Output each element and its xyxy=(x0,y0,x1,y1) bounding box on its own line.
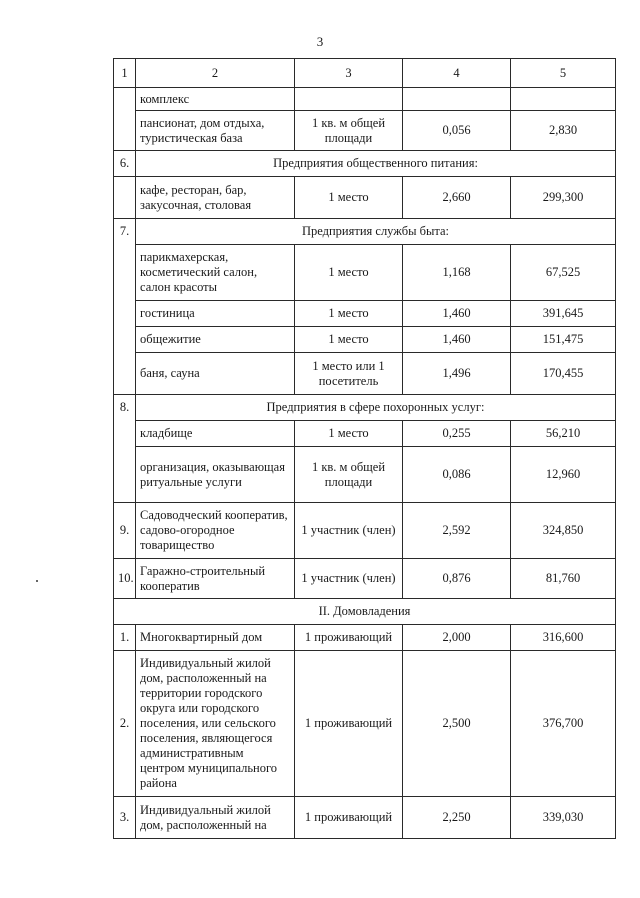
row-unit: 1 место xyxy=(295,421,403,447)
table-row xyxy=(114,447,616,503)
row-name: организация, оказывающая ритуальные услуги xyxy=(136,447,295,503)
section-title: Предприятия общественного питания: xyxy=(136,151,616,177)
row-name: парикмахерская, косметический салон, салон красоты xyxy=(136,245,295,301)
row-unit: 1 место xyxy=(295,301,403,327)
table-row xyxy=(114,177,616,219)
header-cell-3: 3 xyxy=(295,59,403,88)
section-title: Предприятия в сфере похоронных услуг: xyxy=(136,395,616,421)
row-number xyxy=(114,111,136,151)
row-unit: 1 место xyxy=(295,327,403,353)
row-number xyxy=(114,421,136,447)
row-value-4: 0,056 xyxy=(403,111,511,151)
table-row xyxy=(114,88,616,111)
table-row xyxy=(114,111,616,151)
row-value-5: 67,525 xyxy=(511,245,616,301)
row-number xyxy=(114,245,136,301)
row-number xyxy=(114,447,136,503)
row-value-4: 2,660 xyxy=(403,177,511,219)
section-number: 8. xyxy=(114,395,136,421)
row-name: баня, сауна xyxy=(136,353,295,395)
section-number: 7. xyxy=(114,219,136,245)
row-name: Многоквартирный дом xyxy=(136,625,295,651)
row-number xyxy=(114,177,136,219)
table-row xyxy=(114,559,616,599)
row-value-4: 2,500 xyxy=(403,651,511,797)
norms-table xyxy=(113,58,616,839)
table-row xyxy=(114,301,616,327)
row-name: пансионат, дом отдыха, туристическая база xyxy=(136,111,295,151)
row-number xyxy=(114,88,136,111)
header-cell-4: 4 xyxy=(403,59,511,88)
row-number xyxy=(114,301,136,327)
row-name: кладбище xyxy=(136,421,295,447)
row-value-5 xyxy=(511,88,616,111)
row-value-5: 12,960 xyxy=(511,447,616,503)
table-row xyxy=(114,353,616,395)
row-value-5: 391,645 xyxy=(511,301,616,327)
row-name: комплекс xyxy=(136,88,295,111)
row-name: Садоводческий кооператив, садово-огородное товарищество xyxy=(136,503,295,559)
header-cell-1: 1 xyxy=(114,59,136,88)
table-row xyxy=(114,651,616,797)
row-number: 9. xyxy=(114,503,136,559)
table-row xyxy=(114,625,616,651)
table-row xyxy=(114,797,616,839)
section-number: 6. xyxy=(114,151,136,177)
row-unit: 1 кв. м общей площади xyxy=(295,111,403,151)
row-name: общежитие xyxy=(136,327,295,353)
row-value-4: 1,460 xyxy=(403,327,511,353)
row-value-4: 2,250 xyxy=(403,797,511,839)
row-value-5: 376,700 xyxy=(511,651,616,797)
row-unit: 1 участник (член) xyxy=(295,503,403,559)
section-row xyxy=(114,395,616,421)
row-unit: 1 место xyxy=(295,177,403,219)
table-row xyxy=(114,327,616,353)
row-unit: 1 место xyxy=(295,245,403,301)
row-name: Гаражно-строительный кооператив xyxy=(136,559,295,599)
row-number: 10. xyxy=(114,559,136,599)
row-number: 1. xyxy=(114,625,136,651)
row-unit xyxy=(295,88,403,111)
row-unit: 1 проживающий xyxy=(295,797,403,839)
header-cell-5: 5 xyxy=(511,59,616,88)
header-cell-2: 2 xyxy=(136,59,295,88)
row-value-5: 316,600 xyxy=(511,625,616,651)
row-unit: 1 проживающий xyxy=(295,625,403,651)
row-number: 2. xyxy=(114,651,136,797)
row-number xyxy=(114,327,136,353)
row-number: 3. xyxy=(114,797,136,839)
row-value-4 xyxy=(403,88,511,111)
row-value-5: 299,300 xyxy=(511,177,616,219)
row-value-4: 1,460 xyxy=(403,301,511,327)
scan-speck xyxy=(36,580,38,582)
section-title: Предприятия службы быта: xyxy=(136,219,616,245)
row-name: Индивидуальный жилой дом, расположенный на территории городского округа или городского поселения, или сельского поселения, являющегося административным центром муниципального района xyxy=(136,651,295,797)
row-value-5: 170,455 xyxy=(511,353,616,395)
row-value-5: 151,475 xyxy=(511,327,616,353)
row-value-5: 324,850 xyxy=(511,503,616,559)
part-row xyxy=(114,599,616,625)
row-unit: 1 проживающий xyxy=(295,651,403,797)
header-row xyxy=(114,59,616,88)
row-value-4: 1,496 xyxy=(403,353,511,395)
row-name: Индивидуальный жилой дом, расположенный на xyxy=(136,797,295,839)
row-unit: 1 место или 1 посетитель xyxy=(295,353,403,395)
row-value-4: 1,168 xyxy=(403,245,511,301)
row-value-4: 0,876 xyxy=(403,559,511,599)
row-value-5: 56,210 xyxy=(511,421,616,447)
row-value-4: 0,255 xyxy=(403,421,511,447)
row-unit: 1 кв. м общей площади xyxy=(295,447,403,503)
table-row xyxy=(114,503,616,559)
table-row xyxy=(114,421,616,447)
row-value-4: 0,086 xyxy=(403,447,511,503)
section-row xyxy=(114,151,616,177)
row-name: кафе, ресторан, бар, закусочная, столовая xyxy=(136,177,295,219)
page-number: 3 xyxy=(316,34,324,49)
row-number xyxy=(114,353,136,395)
row-unit: 1 участник (член) xyxy=(295,559,403,599)
row-value-4: 2,000 xyxy=(403,625,511,651)
section-row xyxy=(114,219,616,245)
row-value-5: 81,760 xyxy=(511,559,616,599)
row-name: гостиница xyxy=(136,301,295,327)
row-value-5: 339,030 xyxy=(511,797,616,839)
row-value-5: 2,830 xyxy=(511,111,616,151)
part-title: II. Домовладения xyxy=(114,599,616,625)
row-value-4: 2,592 xyxy=(403,503,511,559)
table-row xyxy=(114,245,616,301)
